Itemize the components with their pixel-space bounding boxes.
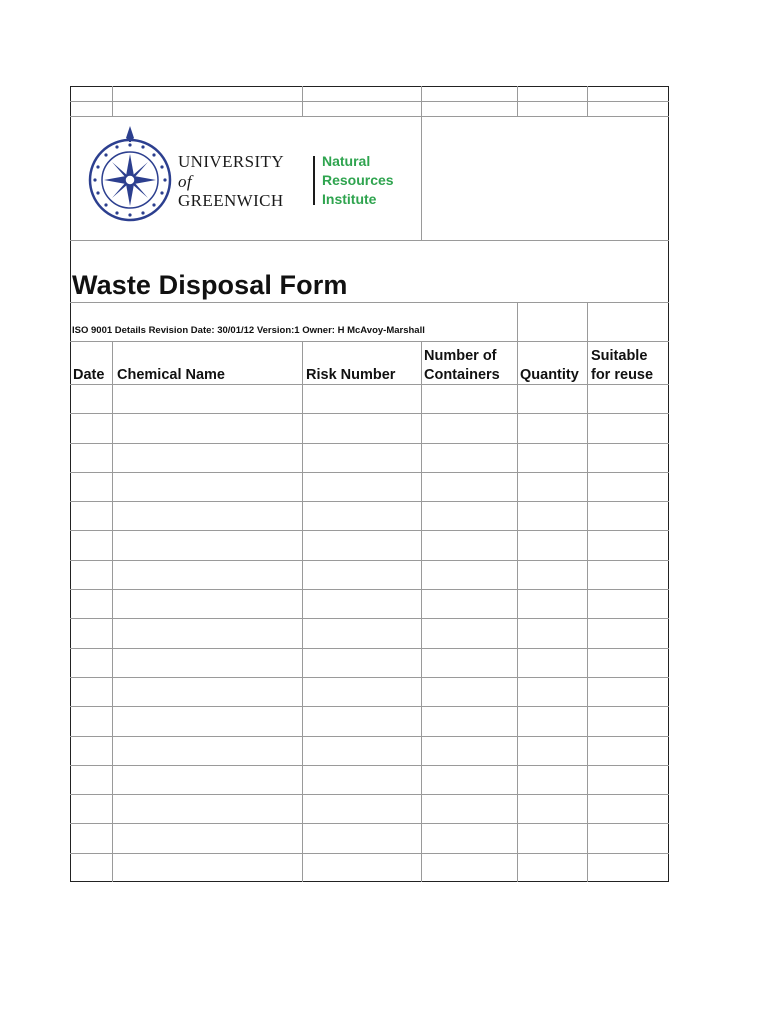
table-row [70, 589, 669, 590]
logo-university-line2: of [178, 172, 193, 191]
top-row-divider [70, 116, 669, 117]
table-row [70, 443, 669, 444]
header-containers-line2: Containers [424, 367, 500, 383]
top-col-divider [302, 86, 303, 116]
table-row [70, 853, 669, 854]
logo-institute-line3: Institute [322, 191, 377, 207]
table-row [70, 384, 669, 385]
logo-institute-line2: Resources [322, 172, 394, 188]
table-row [70, 618, 669, 619]
table-row [70, 823, 669, 824]
header-chemical-name: Chemical Name [117, 367, 225, 383]
form-title: Waste Disposal Form [72, 270, 348, 300]
iso-col-divider [587, 302, 588, 342]
header-date: Date [73, 367, 105, 383]
logo-university-line3: GREENWICH [178, 191, 284, 210]
iso-row-divider [70, 341, 669, 342]
top-col-divider [587, 86, 588, 116]
header-containers-line1: Number of [424, 348, 497, 364]
table-row [70, 794, 669, 795]
iso-col-divider [517, 302, 518, 342]
table-row [70, 736, 669, 737]
table-row [70, 530, 669, 531]
header-reuse-line2: for reuse [591, 367, 654, 383]
table-row [70, 472, 669, 473]
top-col-divider [517, 86, 518, 116]
header-risk-number: Risk Number [306, 367, 396, 383]
table-row [70, 648, 669, 649]
table-row [70, 560, 669, 561]
logo-divider [313, 156, 315, 205]
university-seal-icon [84, 124, 176, 224]
logo-university-line1: UNIVERSITY [178, 152, 284, 171]
title-row-divider [70, 302, 669, 303]
table-row [70, 501, 669, 502]
table-row [70, 765, 669, 766]
table-row [70, 706, 669, 707]
logo-institute-line1: Natural [322, 153, 371, 169]
top-col-divider [421, 86, 422, 240]
header-quantity: Quantity [520, 367, 579, 383]
logo-row-divider [70, 240, 669, 241]
top-col-divider [112, 86, 113, 116]
table-col-divider [587, 341, 588, 882]
header-reuse-line1: Suitable [591, 348, 648, 364]
iso-details: ISO 9001 Details Revision Date: 30/01/12 Version:1 Owner: H McAvoy-Marshall [72, 325, 425, 336]
table-col-divider [421, 341, 422, 882]
table-row [70, 413, 669, 414]
table-col-divider [517, 341, 518, 882]
university-seal [84, 124, 176, 224]
table-col-divider [112, 341, 113, 882]
top-row-divider [70, 101, 669, 102]
table-col-divider [302, 341, 303, 882]
table-row [70, 677, 669, 678]
